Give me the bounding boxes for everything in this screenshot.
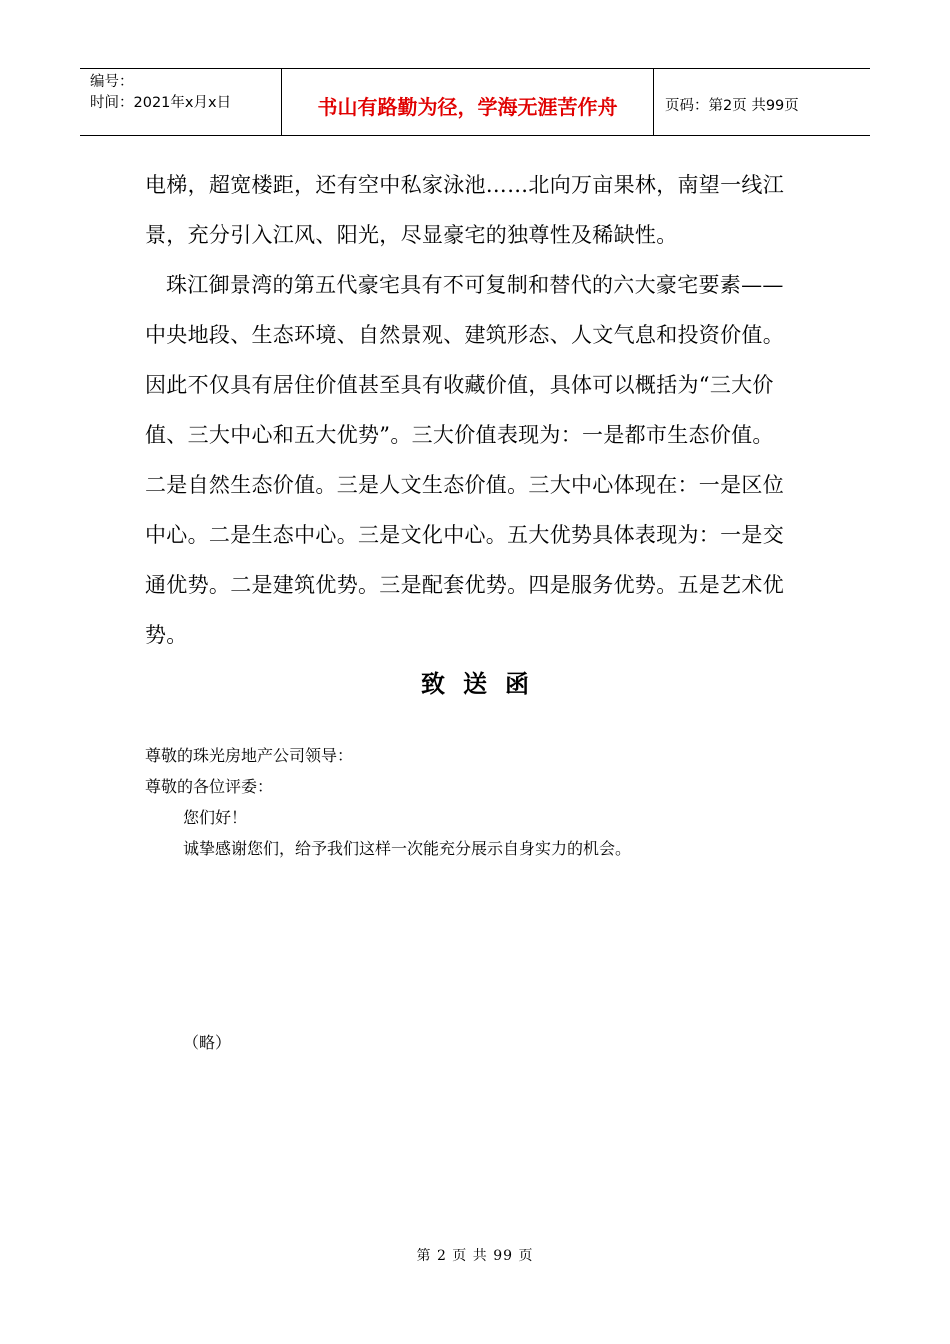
body-paragraph: 电梯，超宽楼距，还有空中私家泳池……北向万亩果林，南望一线江景，充分引入江风、阳光，尽显豪宅的独尊性及稀缺性。 bbox=[145, 173, 784, 247]
page-footer: 第 2 页 共 99 页 bbox=[416, 1248, 534, 1264]
document-number-label: 编号： bbox=[90, 74, 134, 90]
salutation-line: 尊敬的珠光房地产公司领导： bbox=[145, 746, 354, 765]
omitted-note: （略） bbox=[183, 1033, 232, 1052]
body-text bbox=[145, 160, 795, 660]
document-date-label: 时间：2021年x月x日 bbox=[90, 95, 232, 111]
letter-title: 致送函 bbox=[421, 669, 547, 698]
letter-body bbox=[145, 740, 631, 864]
thanks-line: 诚挚感谢您们，给予我们这样一次能充分展示自身实力的机会。 bbox=[183, 839, 632, 858]
header-meta bbox=[80, 69, 282, 135]
body-paragraph: 珠江御景湾的第五代豪宅具有不可复制和替代的六大豪宅要素——中央地段、生态环境、自然景观、建筑形态、人文气息和投资价值。因此不仅具有居住价值甚至具有收藏价值，具体可以概括为“三大价值、三大中心和五大优势”。三大价值表现为：一是都市生态价值。二是自然生态价值。三是人文生态价值。三大中心体现在：一是区位中心。二是生态中心。三是文化中心。五大优势具体表现为：一是交通优势。二是建筑优势。三是配套优势。四是服务优势。五是艺术优势。 bbox=[145, 273, 784, 647]
salutation-line: 尊敬的各位评委： bbox=[145, 777, 274, 796]
greeting-line: 您们好！ bbox=[183, 808, 248, 827]
header-page-info: 页码：第2页 共99页 bbox=[665, 97, 799, 114]
header-motto: 书山有路勤为径，学海无涯苦作舟 bbox=[282, 69, 654, 135]
page-header bbox=[80, 68, 870, 136]
